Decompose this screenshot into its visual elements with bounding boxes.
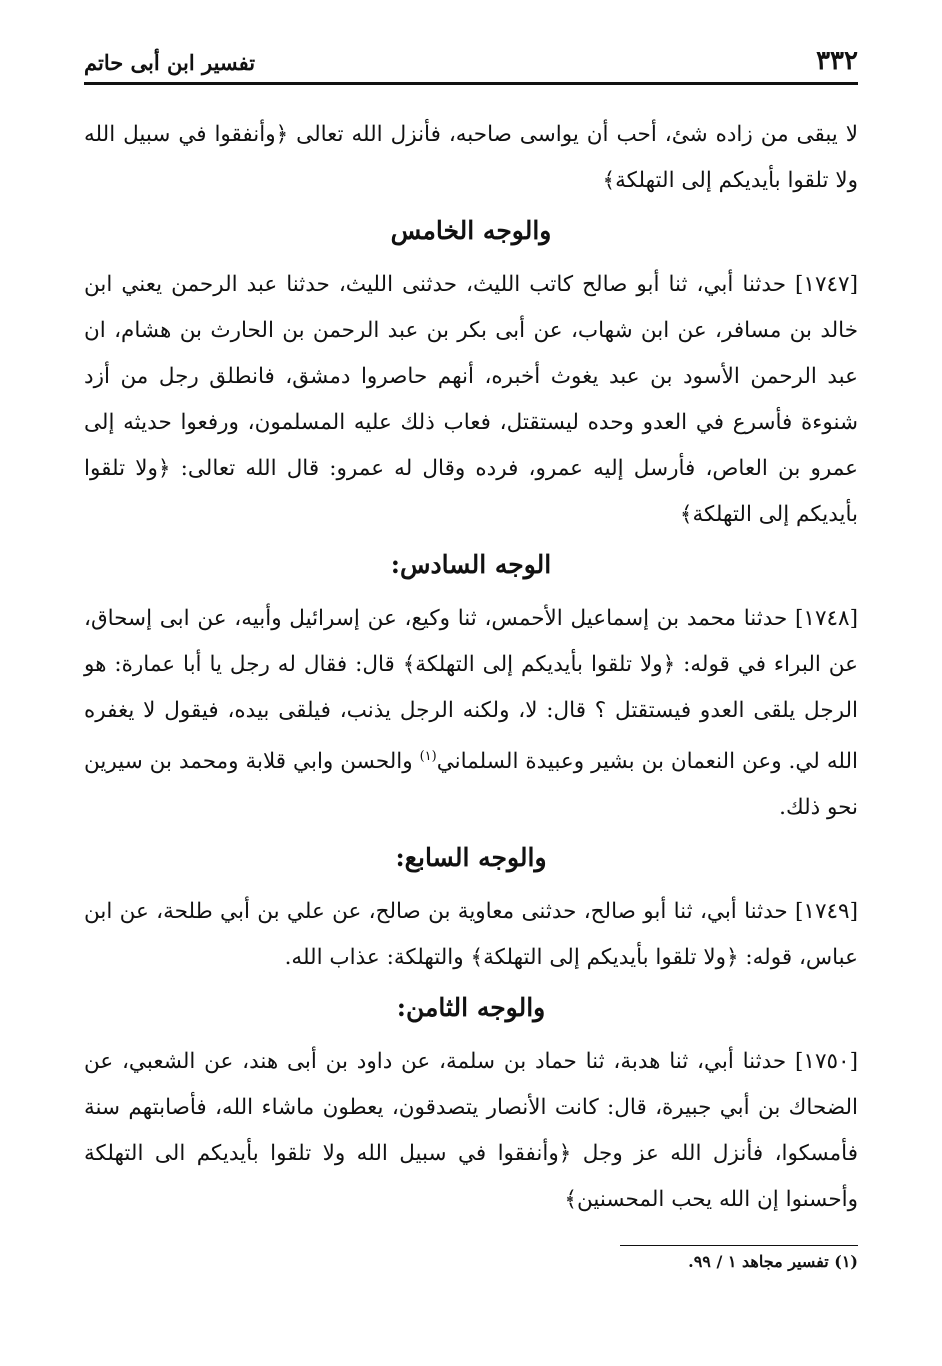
heading-eighth: والوجه الثامن: — [396, 993, 546, 1023]
paragraph-1748-tail: والحسن وابي قلابة ومحمد بن سيرين نحو ذلك. — [84, 749, 858, 821]
main-text — [84, 112, 858, 1223]
paragraph-1747: [١٧٤٧] حدثنا أبي، ثنا أبو صالح كاتب الليث، حدثنى الليث، حدثنا عبد الرحمن يعني ابن خالد بن مسافر، عن ابن شهاب، عن أبى بكر بن عبد الرحمن بن الحارث بن هشام، ان عبد الرحمن الأسود بن عبد يغوث أخبره، أنهم حاصروا دمشق، فانطلق رجل من أزد شنوءة فأسرع في العدو وحده ليستقتل، فعاب ذلك عليه المسلمون، ورفعوا حديثه إلى عمرو بن العاص، فأرسل إليه عمرو، فرده وقال له عمرو: قال الله تعالى: ﴿ولا تلقوا بأيديكم إلى التهلكة﴾ — [84, 272, 858, 527]
page-number: ٣٣٢ — [816, 46, 858, 76]
footnote: (١) تفسير مجاهد ١ / ٩٩. — [688, 1252, 858, 1271]
footnote-marker: (١) — [419, 749, 437, 764]
paragraph-1749: [١٧٤٩] حدثنا أبي، ثنا أبو صالح، حدثنى معاوية بن صالح، عن علي بن أبي طلحة، عن ابن عباس، قوله: ﴿ولا تلقوا بأيديكم إلى التهلكة﴾ والتهلكة: عذاب الله. — [84, 899, 858, 971]
paragraph-1748 — [84, 596, 858, 831]
page-header — [84, 44, 858, 85]
footnote-divider — [620, 1245, 858, 1246]
heading-fifth: والوجه الخامس — [390, 216, 552, 245]
book-title: تفسير ابن أبى حاتم — [84, 50, 256, 75]
heading-seventh: والوجه السابع: — [395, 843, 547, 873]
heading-sixth: الوجه السادس: — [390, 550, 552, 579]
paragraph-intro: لا يبقى من زاده شئ، أحب أن يواسى صاحبه، فأنزل الله تعالى ﴿وأنفقوا في سبيل الله ولا تلقوا بأيديكم إلى التهلكة﴾ — [84, 122, 858, 193]
paragraph-1750: [١٧٥٠] حدثنا أبي، ثنا هدبة، ثنا حماد بن سلمة، عن داود بن أبى هند، عن الشعبي، عن الضحاك بن أبي جبيرة، قال: كانت الأنصار يتصدقون، يعطون ماشاء الله، فأصابتهم سنة فأمسكوا، فأنزل الله عز وجل ﴿وأنفقوا في سبيل الله ولا تلقوا بأيديكم الى التهلكة وأحسنوا إن الله يحب المحسنين﴾ — [84, 1049, 858, 1213]
paragraph-1748-main: [١٧٤٨] حدثنا محمد بن إسماعيل الأحمس، ثنا وكيع، عن إسرائيل وأبيه، عن ابى إسحاق، عن البراء في قوله: ﴿ولا تلقوا بأيديكم إلى التهلكة﴾ قال: فقال له رجل يا أبا عمارة: هو الرجل يلقى العدو فيستقتل ؟ قال: لا، ولكنه الرجل يذنب، فيلقى بيده، فيقول لا يغفره الله لي. وعن النعمان بن بشير وعبيدة السلماني — [84, 606, 858, 775]
